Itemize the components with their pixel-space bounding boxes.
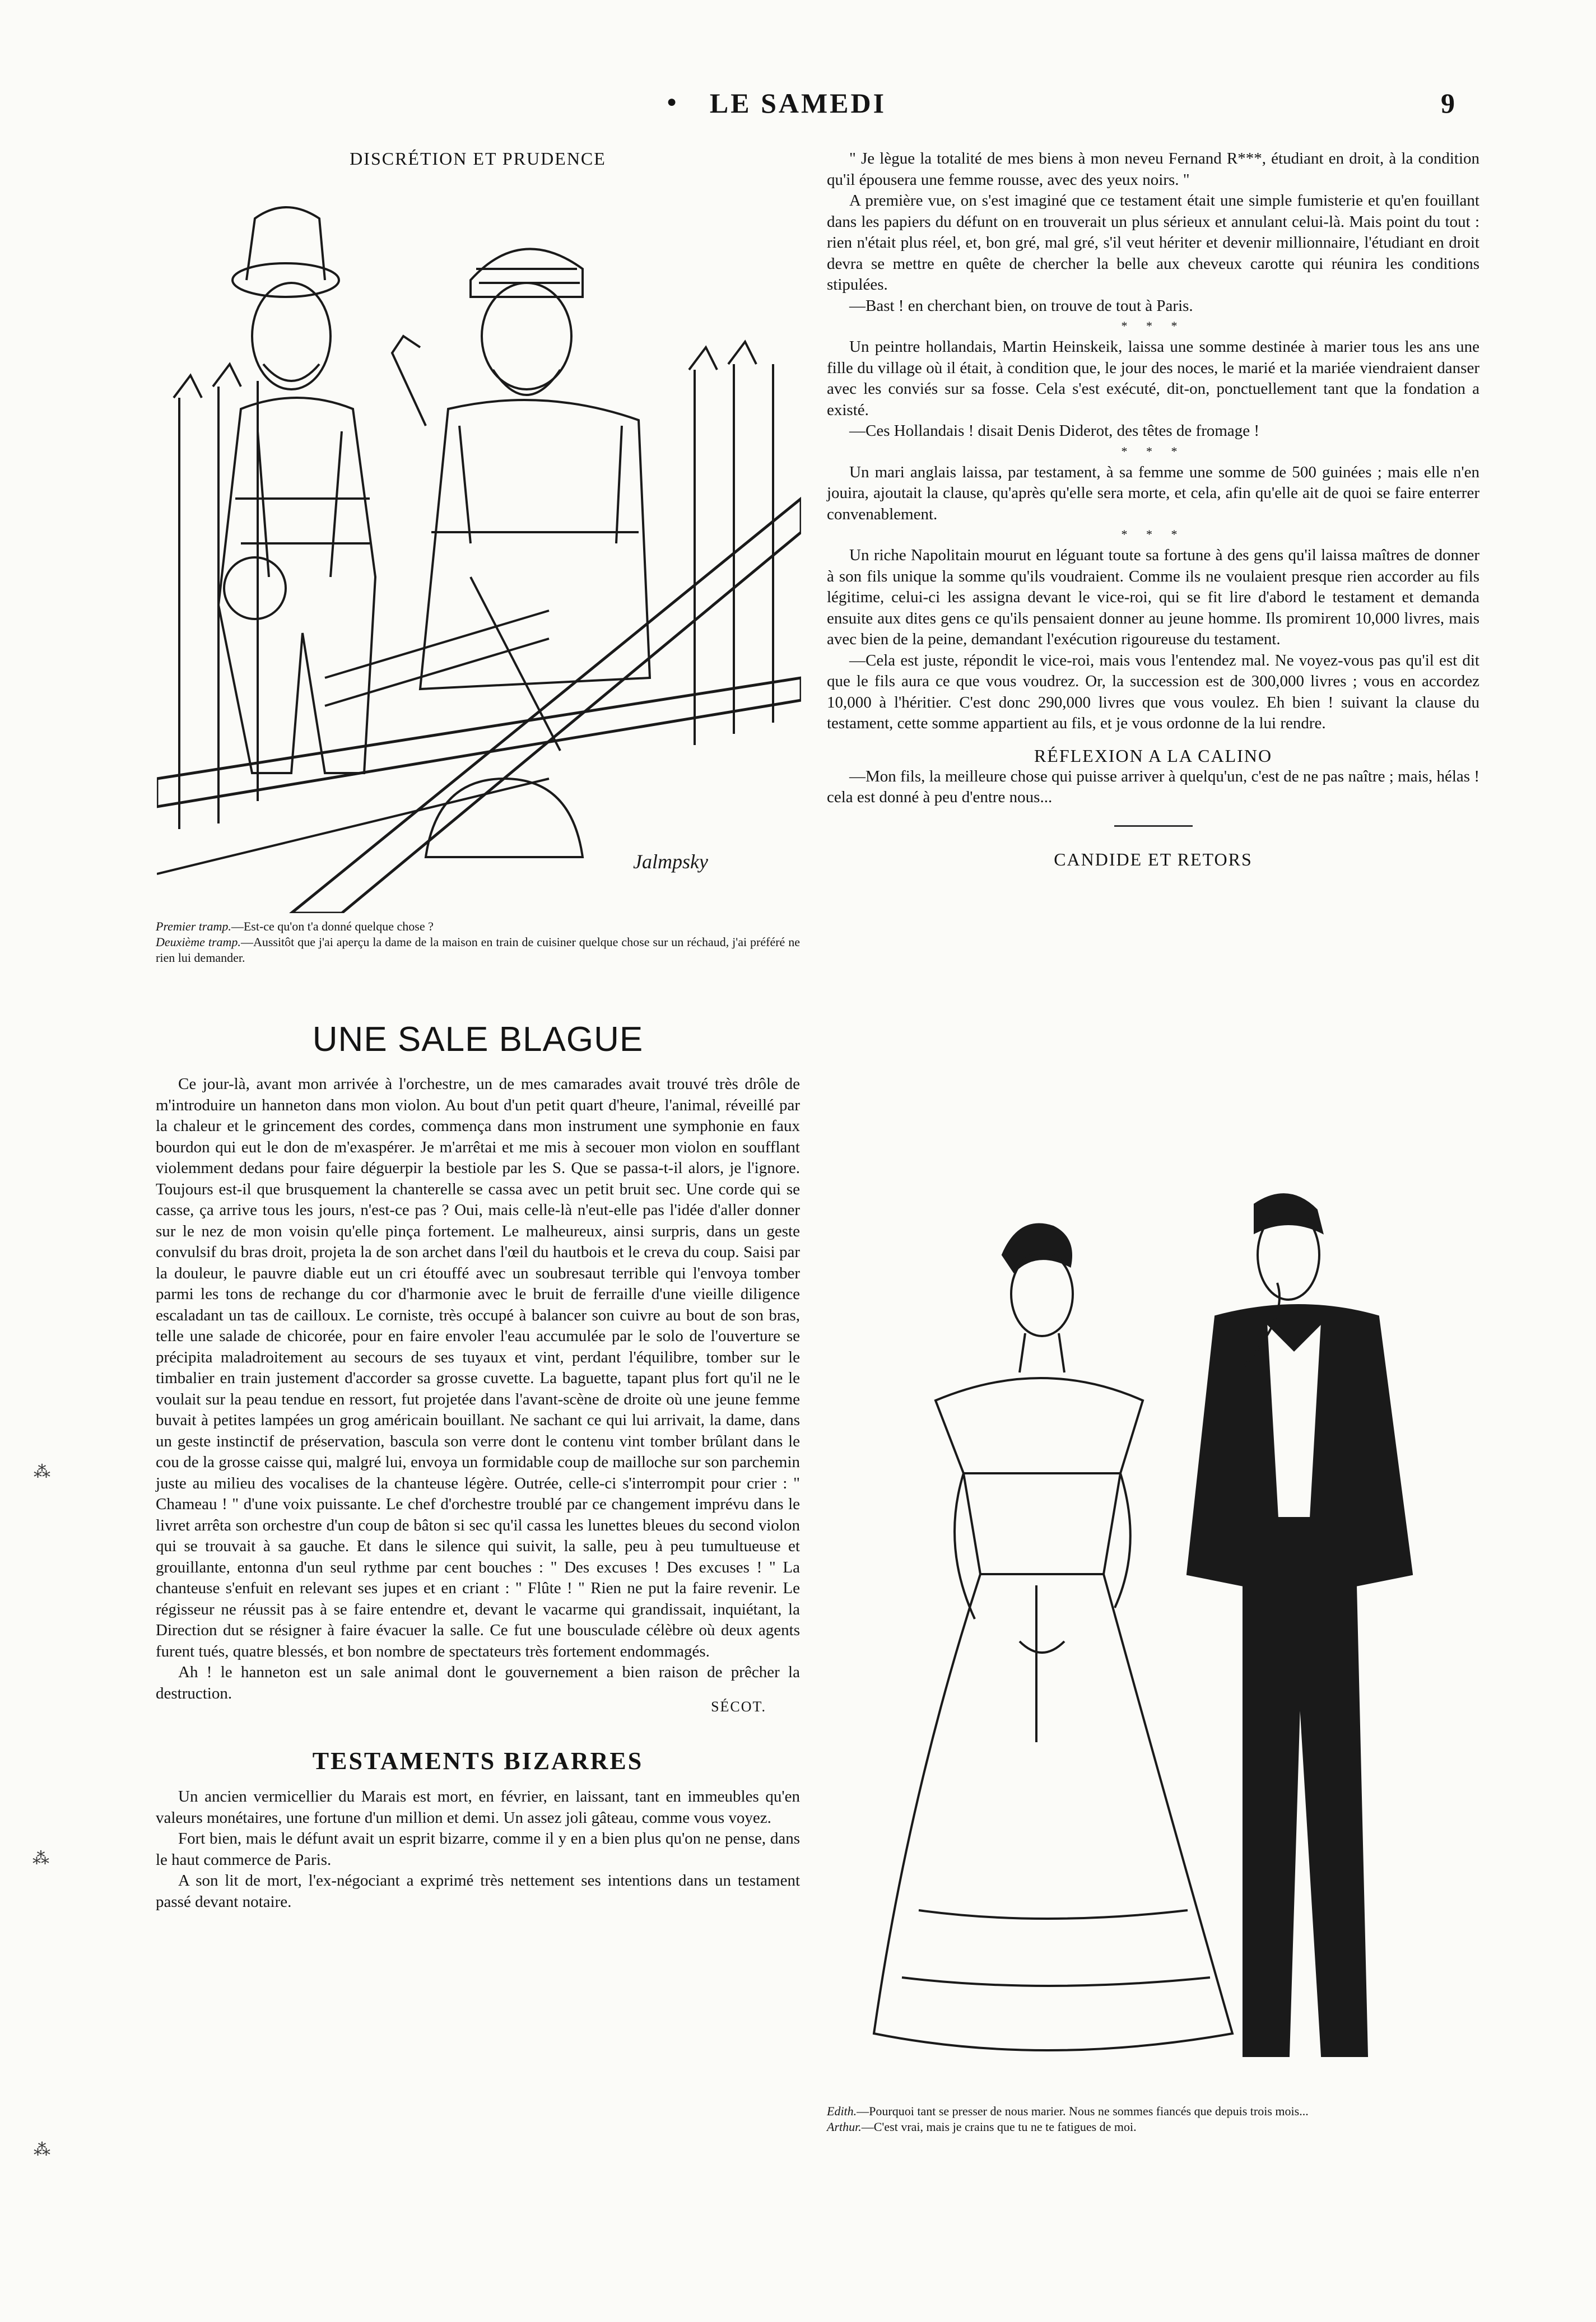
caption-arthur — [827, 2119, 1479, 2135]
margin-mark: ⁂ — [34, 2140, 50, 2159]
section-stars: * * * — [1121, 527, 1185, 541]
testament-paragraph: —Ces Hollandais ! disait Denis Diderot, des têtes de fromage ! — [849, 422, 1260, 440]
caption-1 — [156, 919, 800, 934]
article1-author: SÉCOT. — [711, 1699, 766, 1715]
caption1-speaker: Premier tramp. — [156, 919, 231, 933]
cartoon2-captions — [827, 2104, 1479, 2135]
caption-2 — [156, 934, 800, 966]
caption2-speaker: Deuxième tramp. — [156, 935, 241, 949]
couple-illustration — [851, 1182, 1479, 2078]
article2-paragraph: Fort bien, mais le défunt avait un esprit bizarre, comme il y en a bien plus qu'on ne pense, dans le haut commerce de Paris. — [156, 1830, 800, 1869]
calino-title: RÉFLEXION A LA CALINO — [1034, 745, 1273, 766]
page-number: 9 — [1441, 87, 1455, 119]
section-stars: * * * — [1121, 319, 1185, 333]
page-header — [0, 87, 1596, 132]
cartoon1-title: DISCRÉTION ET PRUDENCE — [350, 148, 606, 169]
caption-edith-speaker: Edith. — [827, 2104, 857, 2118]
cartoon1-captions — [156, 919, 800, 966]
margin-mark: ⁂ — [34, 1463, 50, 1481]
article2-paragraph: A son lit de mort, l'ex-négociant a exprimé très nettement ses intentions dans un testament passé devant notaire. — [156, 1872, 800, 1911]
tramps-illustration — [157, 185, 801, 913]
section-stars: * * * — [1121, 444, 1185, 458]
caption2-text: —Aussitôt que j'ai aperçu la dame de la maison en train de cuisiner quelque chose sur un réchaud, j'ai préféré ne rien lui demander. — [156, 935, 800, 965]
testament-paragraph: " Je lègue la totalité de mes biens à mon neveu Fernand R***, étudiant en droit, à la condition qu'il épousera une femme rousse, avec des yeux noirs. " — [827, 150, 1479, 189]
cartoon1-signature: Jalmpsky — [633, 850, 708, 873]
caption-arthur-text: —C'est vrai, mais je crains que tu ne te fatigues de moi. — [861, 2120, 1137, 2134]
cartoon2-title: CANDIDE ET RETORS — [1054, 849, 1253, 869]
left-column — [156, 148, 800, 169]
testament-paragraph: Un mari anglais laissa, par testament, à sa femme une somme de 500 guinées ; mais elle n'en jouira, ajoutait la clause, qu'après qu'elle sera morte, et cela, afin qu'elle ait de quoi se faire enterrer convenablement. — [827, 463, 1479, 523]
article-une-sale-blague — [156, 1020, 800, 1912]
article1-title: UNE SALE BLAGUE — [312, 1020, 644, 1059]
testament-paragraph: A première vue, on s'est imaginé que ce testament était une simple fumisterie et qu'en fouillant dans les papiers du défunt on en trouverait un plus sérieux et annulant celui-là. Mais point du tout : rien n'était plus réel, et, bon gré, mal gré, s'il veut hériter et devenir millionnaire, l'étudiant en droit devra se mettre en quête de chercher la belle aux cheveux carotte qui réunira les conditions stipulées. — [827, 192, 1479, 294]
ink-dot: ● — [667, 92, 677, 111]
caption-edith-text: —Pourquoi tant se presser de nous marier. Nous ne sommes fiancés que depuis trois mois... — [857, 2104, 1309, 2118]
article2-paragraph: Un ancien vermicellier du Marais est mort, en février, en laissant, tant en immeubles qu'en valeurs monétaires, une fortune d'un million et demi. Un assez joli gâteau, comme vous voyez. — [156, 1788, 800, 1827]
article1-paragraph: Ce jour-là, avant mon arrivée à l'orchestre, un de mes camarades avait trouvé très drôle de m'introduire un hanneton dans mon violon. Au bout d'un petit quart d'heure, l'animal, réveillé par la chaleur et le grincement des cordes, commença dans mon instrument une symphonie en faux bourdon qui eut le don de m'exaspérer. Je m'arrêtai et me mis à secouer mon violon en soufflant violemment dedans pour faire déguerpir la bestiole par les S. Que se passa-t-il alors, je l'ignore. Toujours est-il que brusquement la chanterelle se cassa avec un petit bruit sec. Une corde qui se casse, ça arrive tous les jours, n'est-ce pas ? Oui, mais celle-là n'eut-elle pas l'idée d'aller donner sur le nez de mon voisin qu'elle pinça fortement. Le malheureux, ainsi surpris, dans un geste convulsif du bras droit, projeta la de son archet dans l'œil du hautbois et le creva du coup. Saisi par la douleur, le pauvre diable eut un cri étouffé avec un soubresaut terrible qui l'envoya tomber parmi les tons de rechange du cor d'harmonie avec le bruit de ferraille d'une vieille diligence escaladant un tas de cailloux. Le corniste, très occupé à balancer son cuivre au bout de son bras, telle une salade de chicorée, pour en faire envoler l'eau accumulée par le solo de l'ouverture se précipita maladroitement au secours de ses tuyaux et vint, perdant l'équilibre, tomber sur le timbalier en train justement d'accorder sa grosse cuvette. La baguette, tapant plus fort qu'il ne le voulait sur la peau tendue en ressort, fut projetée dans l'avant-scène de droite où une jeune femme buvait à petites lampées un grog américain bouillant. Ne sachant ce qui lui arrivait, la dame, dans un geste instinctif de préservation, bascula son verre dont le contenu vint tomber brûlant dans le cou de la grosse caisse qui, malgré lui, envoya un formidable coup de mailloche sur son parchemin juste au milieu des vocalises de la chanteuse légère. Outrée, celle-ci s'interrompit pour crier : " Chameau ! " d'une voix puissante. Le chef d'orchestre troublé par ce changement imprévu dans le livret arrêta son orchestre d'un coup de bâton si sec qu'il cassa les lunettes bleues du second violon qui se trouvait à sa gauche. Et dans le silence qui suivit, la salle, peu à peu tumultueuse et grouillante, entonna d'un seul rythme par cent bouches : " Des excuses ! Des excuses ! " La chanteuse s'enfuit en relevant ses jupes et en criant : " Flûte ! " Rien ne put la faire revenir. Le régisseur ne réussit pas à se faire entendre et, devant le vacarme qui grandissait, inquiétant, la Direction dut se résigner à faire évacuer la salle. Ce fut une bousculade célèbre où deux agents furent tués, quatre blessés, et bon nombre de spectateurs très fortement endommagés. — [156, 1075, 800, 1660]
margin-mark: ⁂ — [32, 1849, 49, 1868]
testament-paragraph: Un peintre hollandais, Martin Heinskeik, laissa une somme destinée à marier tous les ans une fille du village où il était, à condition que, le jour des noces, le marié et la mariée viendraient danser avec les conviés sur sa fosse. Cela s'est exécuté, dit-on, ponctuellement tant que la fondation a existé. — [827, 338, 1479, 419]
testament-paragraph: Un riche Napolitain mourut en léguant toute sa fortune à des gens qu'il laissa maîtres de donner à son fils unique la somme qu'ils voudraient. Comme ils ne voulaient presque rien accorder au fils légitime, celui-ci les assigna devant le vice-roi, qui se fit lire d'abord le testament et demanda ensuite aux dites gens ce qu'ils pensaient donner au jeune homme. Ils promirent 10,000 livres, mais avec bien de la peine, demandant l'exécution rigoureuse du testament. — [827, 546, 1479, 648]
right-column-testaments — [827, 148, 1479, 870]
article1-paragraph: Ah ! le hanneton est un sale animal dont le gouvernement a bien raison de prêcher la destruction. — [156, 1663, 800, 1702]
caption-edith — [827, 2104, 1479, 2119]
calino-text: —Mon fils, la meilleure chose qui puisse arriver à quelqu'un, c'est de ne pas naître ; mais, hélas ! cela est donné à peu d'entre nous... — [827, 767, 1479, 806]
caption1-text: —Est-ce qu'on t'a donné quelque chose ? — [231, 919, 434, 933]
testament-paragraph: —Cela est juste, répondit le vice-roi, mais vous l'entendez mal. Ne voyez-vous pas qu'il est dit que le fils aura ce que vous voudrez. Or, la succession est de 300,000 livres ; vous en accordez 10,000 à l'héritier. C'est donc 290,000 livres que vous voulez. Eh bien ! suivant la clause du testament, cette somme appartient au fils, et je vous ordonne de la lui rendre. — [827, 651, 1479, 732]
newspaper-title: LE SAMEDI — [709, 87, 887, 119]
caption-arthur-speaker: Arthur. — [827, 2120, 862, 2134]
article2-title: TESTAMENTS BIZARRES — [312, 1747, 644, 1775]
testament-paragraph: —Bast ! en cherchant bien, on trouve de tout à Paris. — [849, 296, 1193, 315]
